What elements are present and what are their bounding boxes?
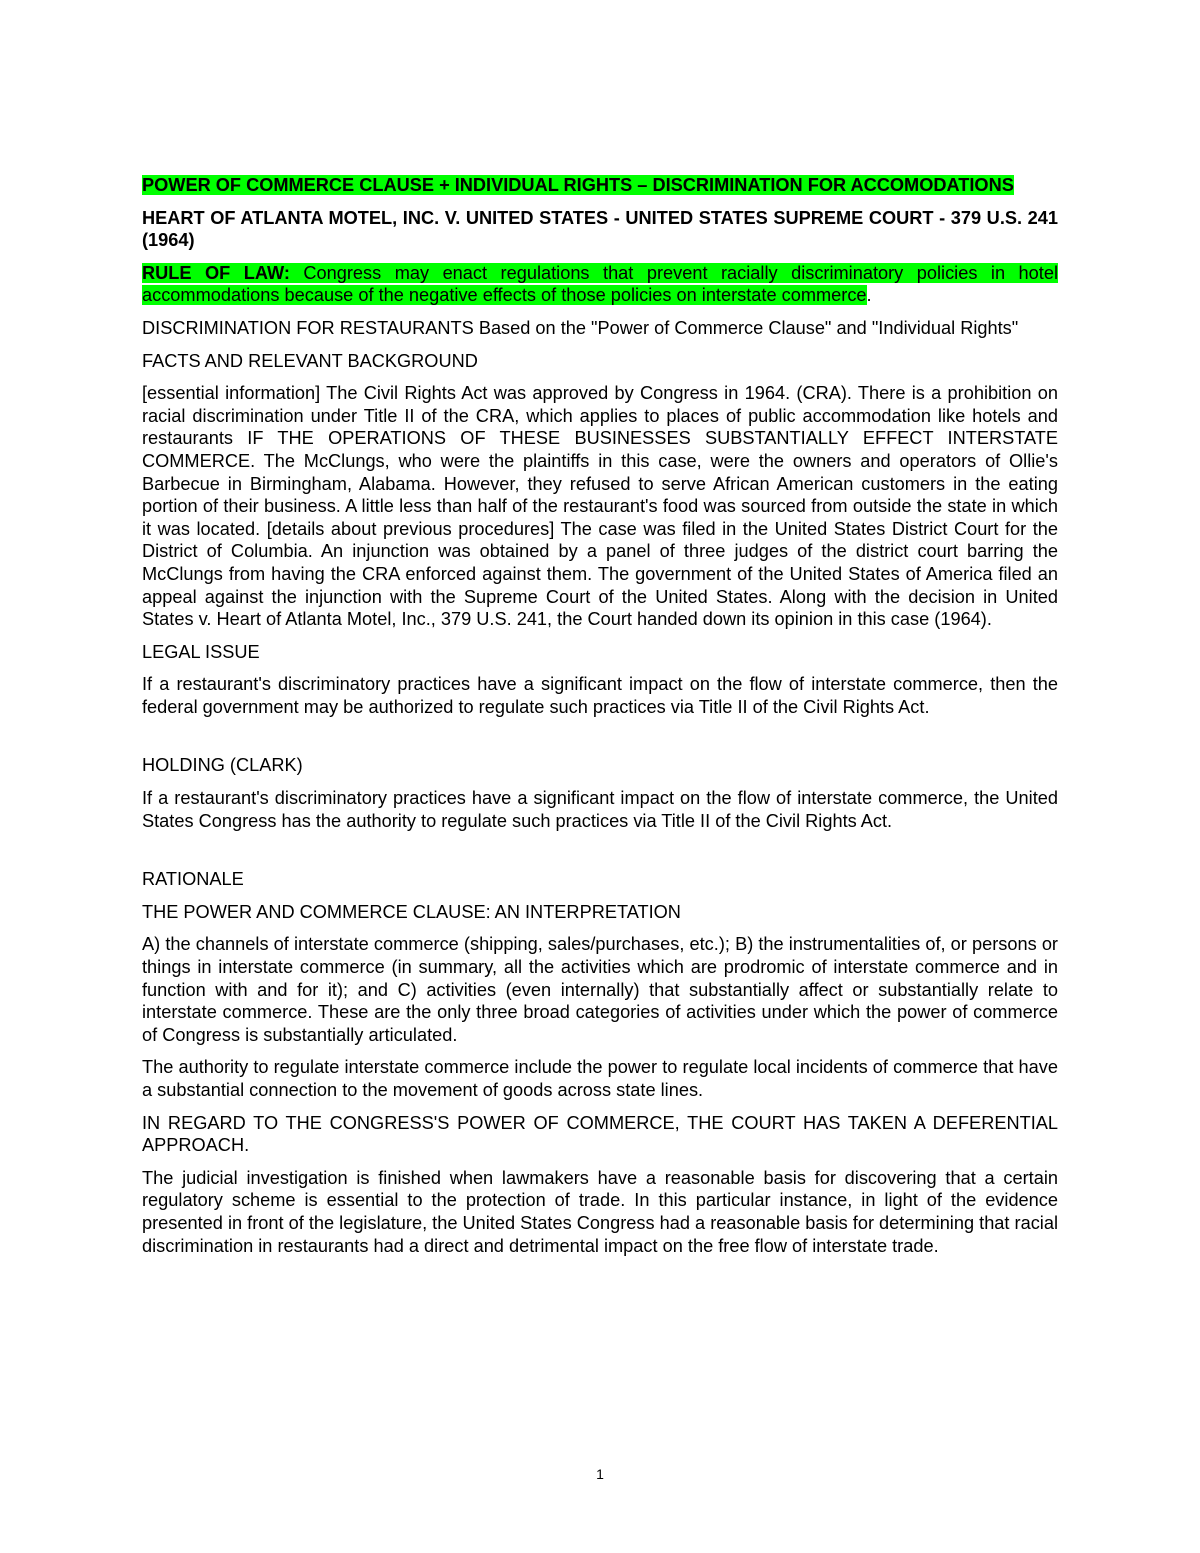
legal-issue-heading: LEGAL ISSUE <box>142 641 260 662</box>
holding-text: If a restaurant's discriminatory practices have a significant impact on the flow of interstate commerce, the United States Congress has the authority to regulate such practices via Title II of the Civil Rights Act. <box>142 788 1058 831</box>
rationale-heading: RATIONALE <box>142 869 244 890</box>
interpretation-heading: THE POWER AND COMMERCE CLAUSE: AN INTERPRETATION <box>142 901 681 922</box>
topic-header <box>142 174 1058 197</box>
facts-text-part-2: . The McClungs, who were the plaintiffs in this case, were the owners and operators of Ollie's Barbecue in Birmingham, Alabama. However, they refused to serve African American customers in the eating portion of their business. A little less than half of the restaurant's food was sourced from outside the state in which it was located. [details about previous procedures] The case was filed in the United States District Court for the District of Columbia. An injunction was obtained by a panel of three judges of the district court barring the McClungs from having the CRA enforced against them. The government of the United States of America filed an appeal against the injunction with the Supreme Court of the United States. Along with the decision in United States v. Heart of Atlanta Motel, Inc., 379 U.S. 241, the Court handed down its opinion in this case (1964). <box>142 450 1058 630</box>
rule-of-law-text: Congress may enact regulations that prevent racially discriminatory policies in hotel accommodations because of the negative effects of those policies on interstate commerce <box>142 262 1058 306</box>
legal-issue-text: If a restaurant's discriminatory practices have a significant impact on the flow of interstate commerce, then the federal government may be authorized to regulate such practices via Title II of the Civil Rights Act. <box>142 674 1058 717</box>
rule-of-law-label: RULE OF LAW: <box>142 262 290 283</box>
document-body <box>142 174 1058 1267</box>
facts-text-caps: IF THE OPERATIONS OF THESE BUSINESSES SUBSTANTIALLY EFFECT INTERSTATE COMMERCE <box>142 428 1058 471</box>
spacer <box>142 728 1058 754</box>
categories-paragraph: A) the channels of interstate commerce (shipping, sales/purchases, etc.); B) the instrumentalities of, or persons or things in interstate commerce (in summary, all the activities which are prodromic of interstate commerce and in function with and for it); and C) activities (even internally) that substantially affect or substantially relate to interstate commerce. These are the only three broad categories of activities under which the power of commerce of Congress is substantially articulated. <box>142 934 1058 1045</box>
rule-of-law <box>142 262 1058 307</box>
judicial-paragraph: The judicial investigation is finished when lawmakers have a reasonable basis for discovering that a certain regulatory scheme is essential to the protection of trade. In this particular instance, in light of the evidence presented in front of the legislature, the United States Congress had a reasonable basis for determining that racial discrimination in restaurants had a direct and detrimental impact on the free flow of interstate trade. <box>142 1167 1058 1256</box>
authority-paragraph: The authority to regulate interstate commerce include the power to regulate local incidents of commerce that have a substantial connection to the movement of goods across state lines. <box>142 1057 1058 1100</box>
deferential-paragraph: IN REGARD TO THE CONGRESS'S POWER OF COMMERCE, THE COURT HAS TAKEN A DEFERENTIAL APPROACH. <box>142 1112 1058 1156</box>
page-number: 1 <box>596 1466 604 1482</box>
rule-of-law-highlight <box>142 263 1058 306</box>
topic-header-highlight: POWER OF COMMERCE CLAUSE + INDIVIDUAL RIGHTS – DISCRIMINATION FOR ACCOMODATIONS <box>142 175 1014 195</box>
spacer <box>142 842 1058 868</box>
rule-of-law-period: . <box>866 285 872 306</box>
facts-paragraph <box>142 382 1058 631</box>
facts-text-part-1: [essential information] The Civil Rights Act was approved by Congress in 1964. (CRA). There is a prohibition on racial discrimination under Title II of the CRA, which applies to places of public accommodation like hotels and restaurants <box>142 383 1058 449</box>
holding-heading: HOLDING (CLARK) <box>142 755 303 776</box>
case-title: HEART OF ATLANTA MOTEL, INC. V. UNITED STATES - UNITED STATES SUPREME COURT - 379 U.S. 241 (1964) <box>142 207 1058 251</box>
subtitle: DISCRIMINATION FOR RESTAURANTS Based on the "Power of Commerce Clause" and "Individual Rights" <box>142 317 1019 338</box>
facts-heading: FACTS AND RELEVANT BACKGROUND <box>142 350 478 371</box>
